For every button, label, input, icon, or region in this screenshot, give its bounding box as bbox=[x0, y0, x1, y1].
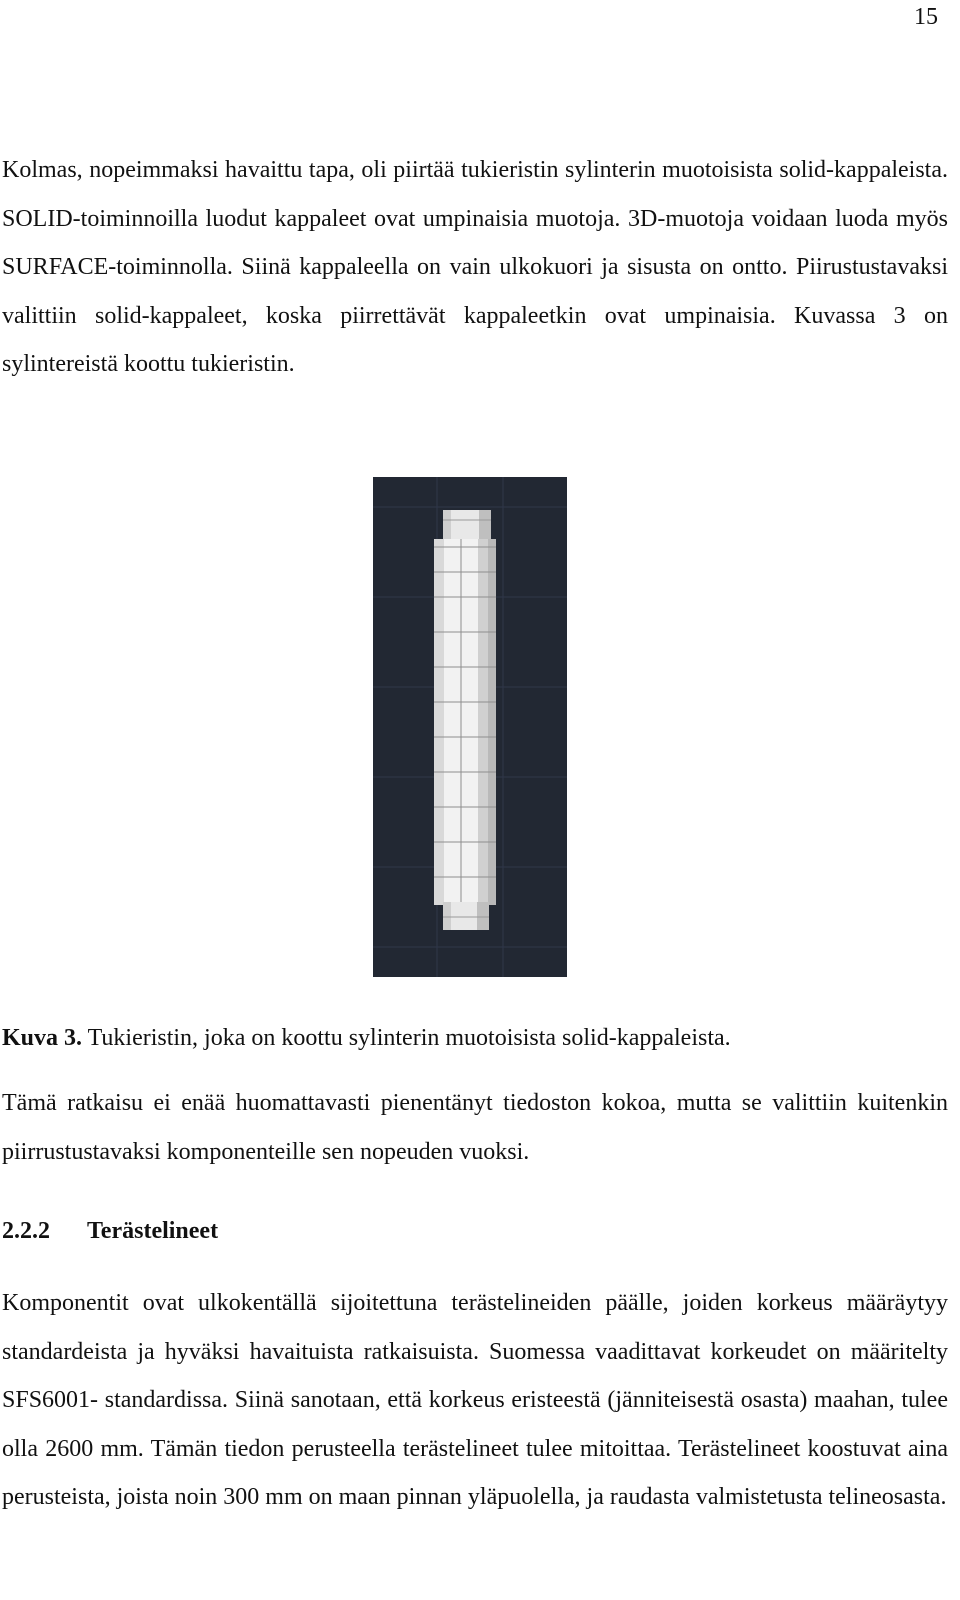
caption-text: Tukieristin, joka on koottu sylinterin muotoisista solid-kappaleista. bbox=[82, 1025, 731, 1051]
insulator-figure bbox=[373, 477, 567, 977]
page-number: 15 bbox=[914, 4, 938, 30]
section-heading bbox=[2, 1213, 218, 1249]
section-title: Terästelineet bbox=[87, 1218, 219, 1244]
caption-label: Kuva 3. bbox=[2, 1025, 83, 1051]
body-paragraph: Kolmas, nopeimmaksi havaittu tapa, oli piirtää tukieristin sylinterin muotoisista solid-kappaleista. SOLID-toiminnoilla luodut kappaleet ovat umpinaisia muotoja. 3D-muotoja voidaan luoda myös SURFACE-toiminnolla. Siinä kappaleella on vain ulkokuori ja sisusta on ontto. Piirustustavaksi valittiin solid-kappaleet, koska piirrettävät kappaleetkin ovat umpinaisia. Kuvassa 3 on sylintereistä koottu tukieristin. bbox=[2, 157, 948, 377]
insulator-drawing bbox=[373, 477, 567, 977]
figure-caption bbox=[2, 1018, 731, 1058]
top-cap bbox=[443, 510, 491, 542]
insulator-body bbox=[434, 539, 496, 905]
body-paragraph: Tämä ratkaisu ei enää huomattavasti pienentänyt tiedoston kokoa, mutta se valittiin kuitenkin piirrustustavaksi komponenteille sen nopeuden vuoksi. bbox=[2, 1090, 948, 1165]
section-number: 2.2.2 bbox=[2, 1218, 50, 1244]
body-paragraph: Komponentit ovat ulkokentällä sijoitettuna terästelineiden päälle, joiden korkeus määräytyy standardeista ja hyväksi havaituista ratkaisuista. Suomessa vaadittavat korkeudet on määritelty SFS6001- standardissa. Siinä sanotaan, että korkeus eristeestä (jänniteisestä osasta) maahan, tulee olla 2600 mm. Tämän tiedon perusteella terästelineet tulee mitoittaa. Terästelineet koostuvat aina perusteista, joista noin 300 mm on maan pinnan yläpuolella, ja raudasta valmistetusta telineosasta. bbox=[2, 1290, 948, 1510]
bottom-cap bbox=[443, 902, 489, 930]
